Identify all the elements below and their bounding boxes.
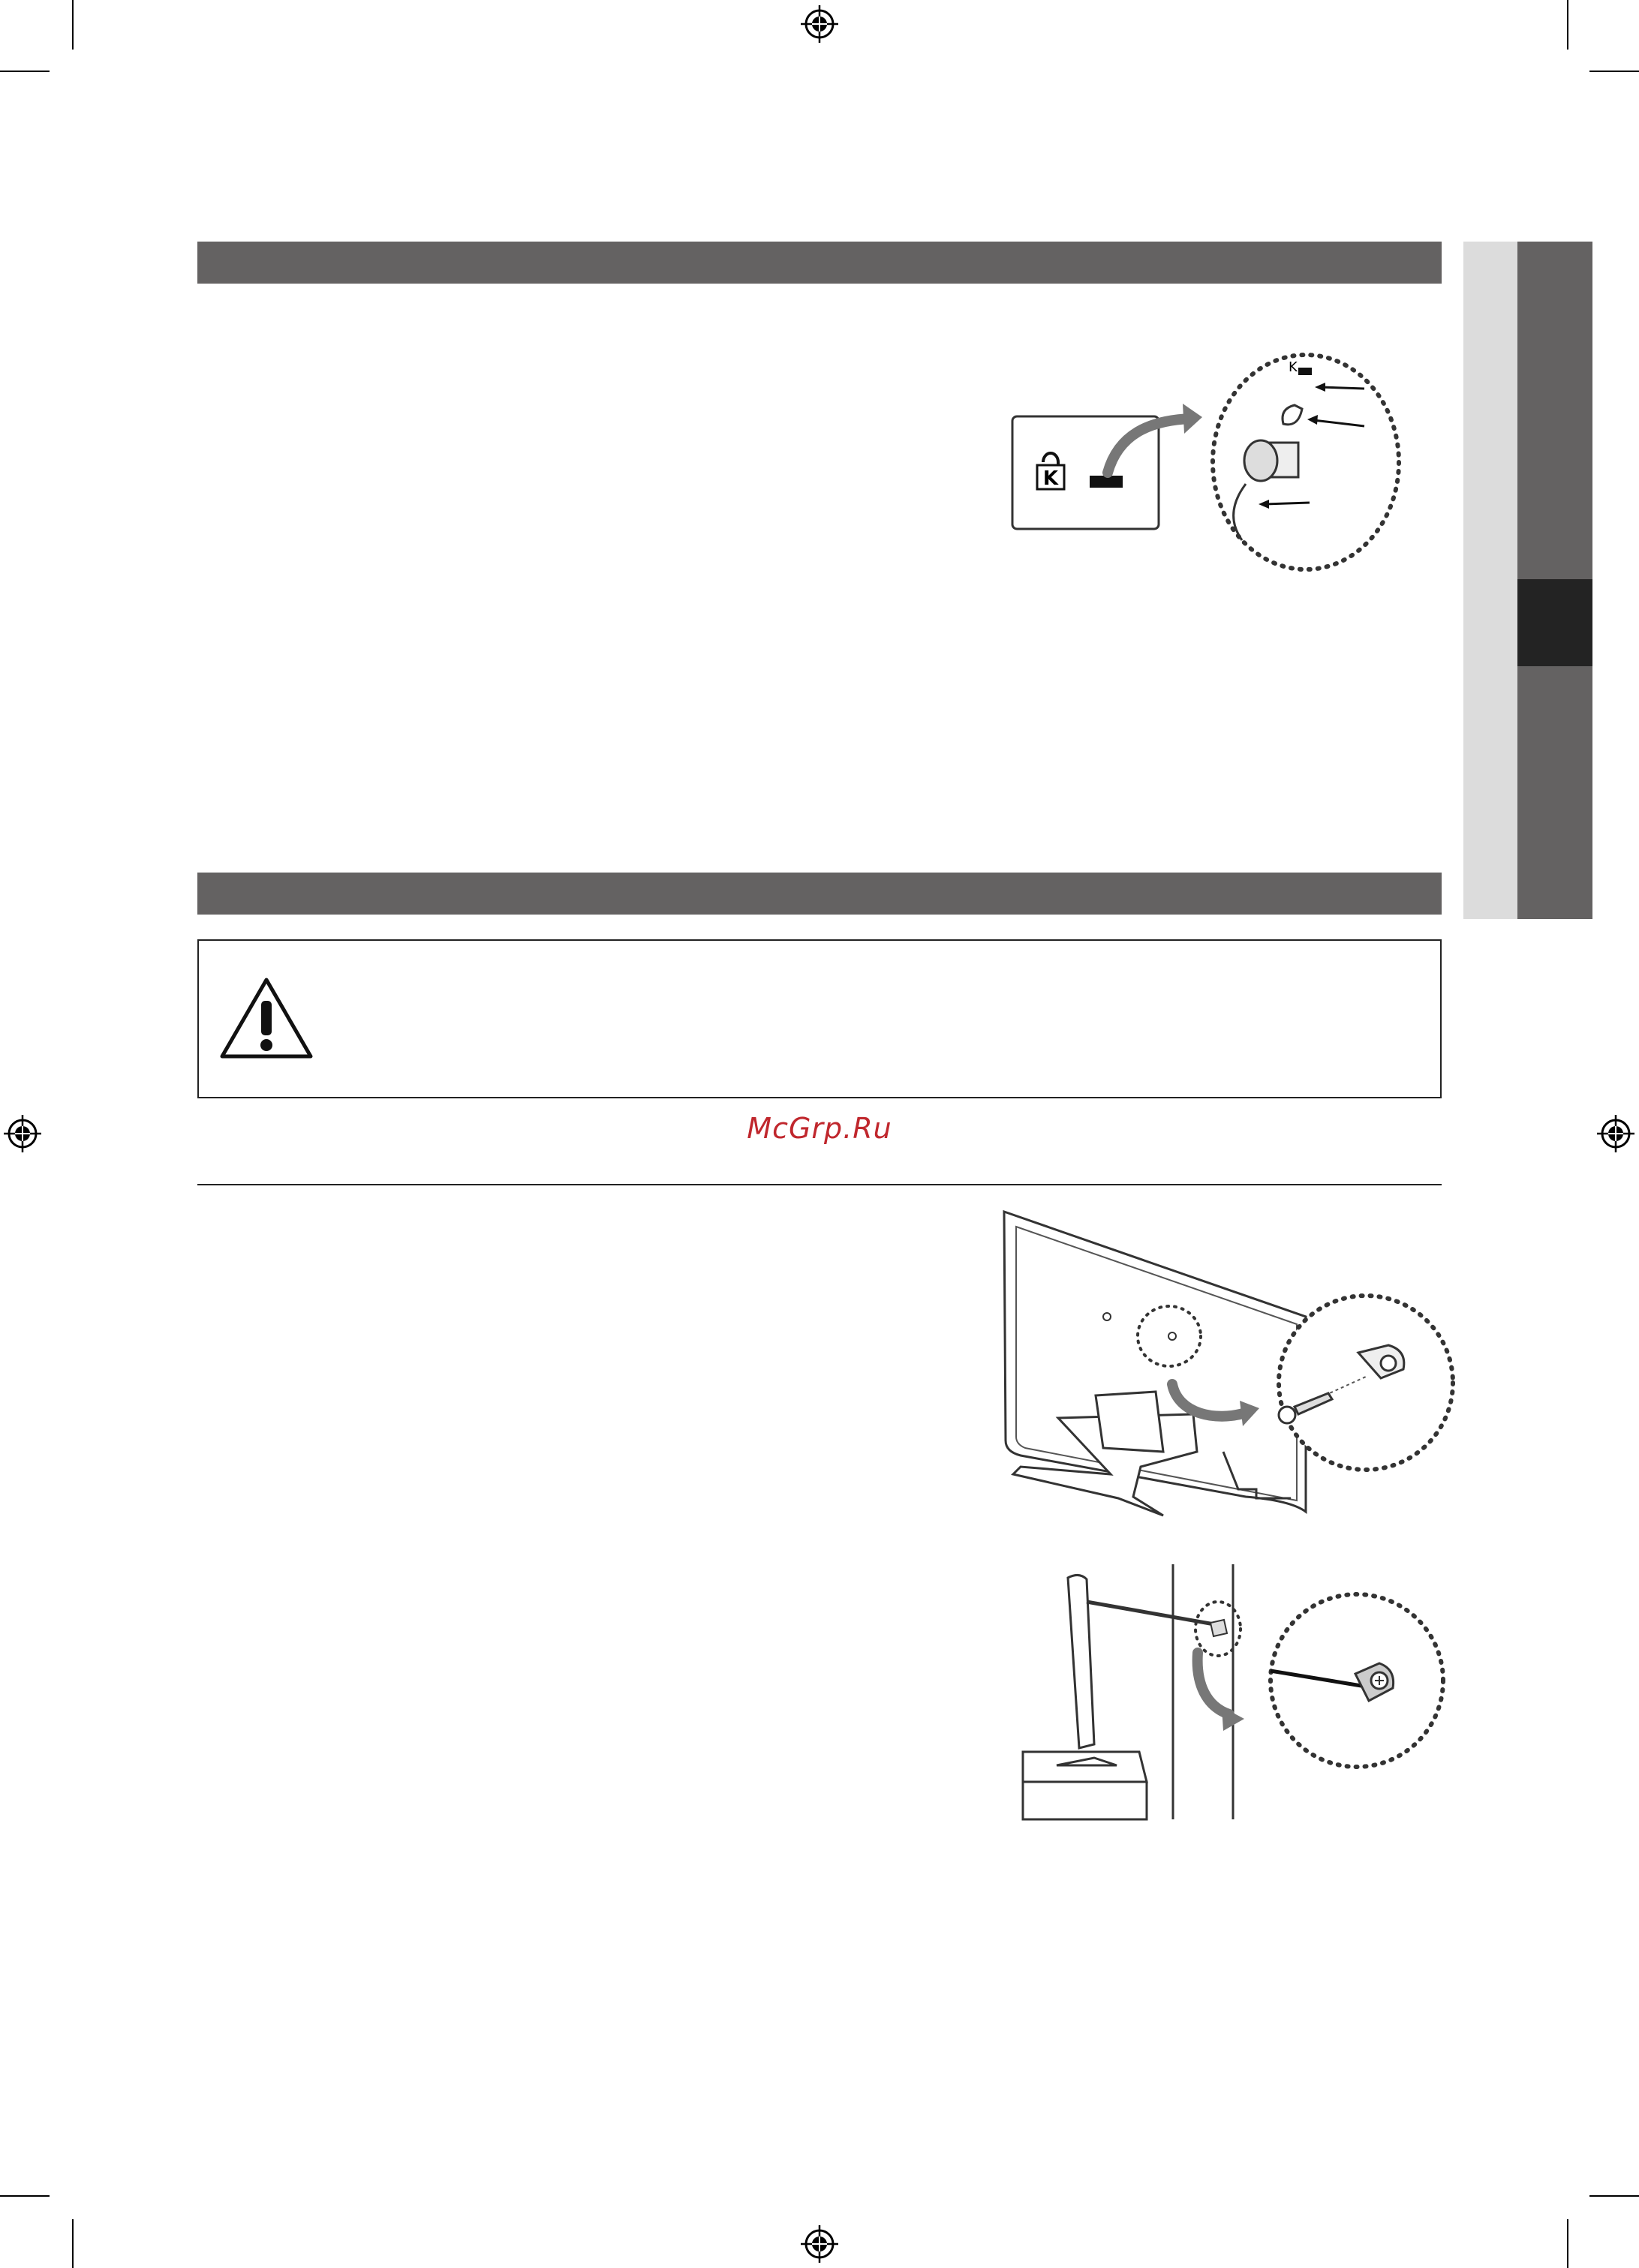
crop-mark (1589, 2195, 1639, 2197)
section-divider (197, 1184, 1442, 1185)
lock-slot-letter: K (1042, 467, 1059, 490)
tv-bracket-illustration (998, 1204, 1448, 1542)
section-header-bar (197, 873, 1442, 915)
registration-mark-icon (801, 5, 838, 43)
caution-triangle-icon (218, 975, 315, 1062)
watermark: McGrp.Ru (747, 1112, 892, 1145)
side-tab-light (1463, 242, 1517, 919)
crop-mark (0, 71, 50, 72)
side-tab-active (1517, 579, 1592, 666)
caution-box (197, 939, 1442, 1098)
crop-mark (1567, 2219, 1568, 2268)
section-header-bar (197, 242, 1442, 284)
kensington-lock-illustration (1006, 330, 1411, 570)
crop-mark (72, 2219, 74, 2268)
registration-mark-icon (801, 2225, 838, 2263)
crop-mark (72, 0, 74, 50)
crop-mark (1589, 71, 1639, 72)
crop-mark (1567, 0, 1568, 50)
tv-wall-anchor-illustration (1004, 1564, 1448, 1823)
svg-text:K: K (1289, 359, 1298, 375)
crop-mark (0, 2195, 50, 2197)
